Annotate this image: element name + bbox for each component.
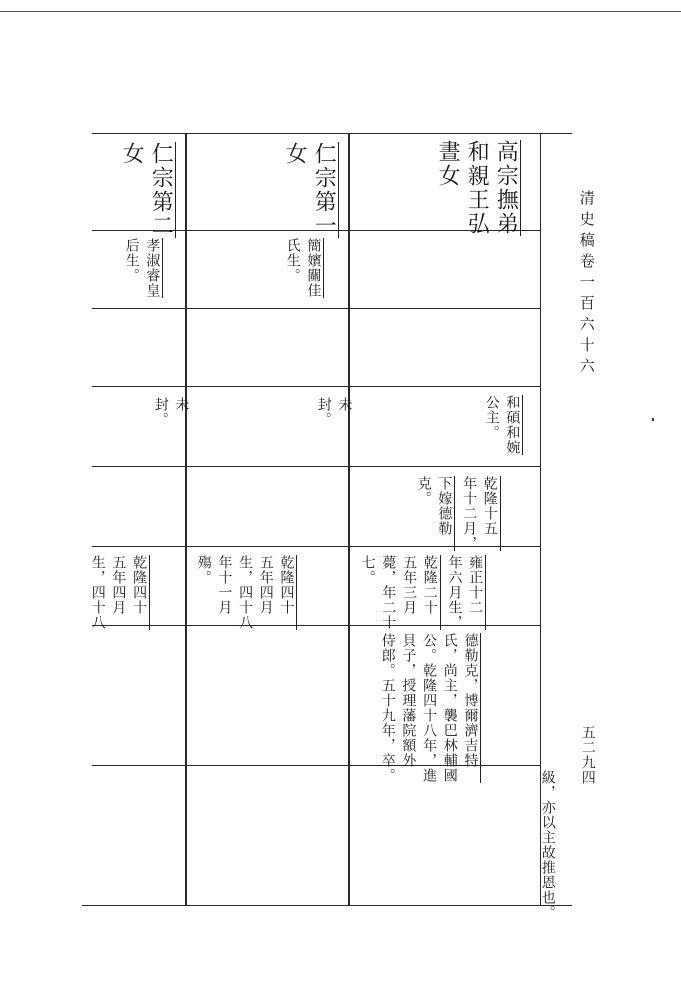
col1-life-line: 雍正十二 [467,555,486,630]
col1-conferral-line: 乾隆十五 [482,476,501,551]
col1-life [360,555,486,630]
col1-conferral-line: 下嫁德勒 [437,476,456,551]
col2-name [283,142,339,238]
continuation-note: 級，亦以主故推恩也。 [539,770,556,920]
col1-consort-line: 氏，尚主，襲巴林輔國 [441,633,458,783]
page-speck [652,418,654,421]
col3-title-line: 未 [173,397,190,412]
col2-life [196,555,297,630]
col3-name-line: 仁宗第二 [149,142,176,238]
row-rule-3 [92,386,540,387]
col1-life-line: 五年三月 [401,555,418,615]
row-rule-4 [92,466,540,467]
col3-title-line: 封。 [152,397,169,427]
col1-name-line: 高宗撫弟 [494,140,521,236]
col2-mother-line: 簡嬪關佳 [306,238,325,298]
col1-consort-line: 德勒克，博爾濟吉特 [463,633,482,783]
col1-life-line: 薨，年二十 [380,555,397,630]
col1-name [436,140,521,236]
col1-conferral-line: 克。 [415,476,432,506]
col2-life-line: 生，四十八 [237,555,254,630]
col2-mother-line: 氏生。 [284,238,301,283]
col3-life-line: 五年四月 [110,555,127,615]
col2-life-line: 乾隆四十 [279,555,298,630]
col1-name-line: 晝女 [435,140,461,188]
col1-conferral [416,476,501,551]
col1-conferral-line: 年十二月， [461,476,478,551]
col2-life-line: 殤。 [195,555,212,585]
col1-life-line: 年六月生， [446,555,463,630]
col1-title [484,395,523,455]
col3-life-line: 乾隆四十 [131,555,150,630]
col2-title [316,397,351,427]
col1-consort [380,633,481,783]
page-number: 五二九四 [579,725,596,785]
col3-name [120,142,176,238]
running-header: 清史稿卷一百六十六 [577,190,596,379]
col1-consort-line: 公。乾隆四十八年，進 [421,633,438,783]
column-separator-1 [348,133,350,906]
col1-title-line: 公主。 [483,395,500,440]
col2-title-line: 封。 [315,397,332,427]
col1-life-line: 乾隆二十 [422,555,441,630]
col3-life-line: 生，四十八 [89,555,106,630]
col2-name-line: 女 [282,142,308,166]
col1-title-line: 和碩和婉 [505,395,524,455]
col2-name-line: 仁宗第一 [312,142,339,238]
top-rule [0,11,681,12]
col3-mother-line: 孝淑睿皇 [145,238,164,298]
table-top-border [92,133,572,134]
col2-life-line: 五年四月 [257,555,274,615]
col3-mother [124,238,163,298]
col1-name-line: 和親王弘 [464,140,490,236]
col1-consort-line: 貝子，授理藩院額外 [400,633,417,768]
col2-mother [285,238,324,298]
column-separator-2 [185,133,187,906]
col2-life-line: 年十一月 [216,555,233,615]
table-bottom-border [82,905,572,906]
col2-title-line: 未 [336,397,353,412]
row-rule-2 [92,308,540,309]
col1-consort-line: 侍郎。五十九年，卒。 [379,633,396,783]
col3-name-line: 女 [119,142,145,166]
col3-title [153,397,188,427]
col3-mother-line: 后生。 [123,238,140,283]
col3-life [90,555,150,630]
col1-life-line: 七。 [359,555,376,585]
